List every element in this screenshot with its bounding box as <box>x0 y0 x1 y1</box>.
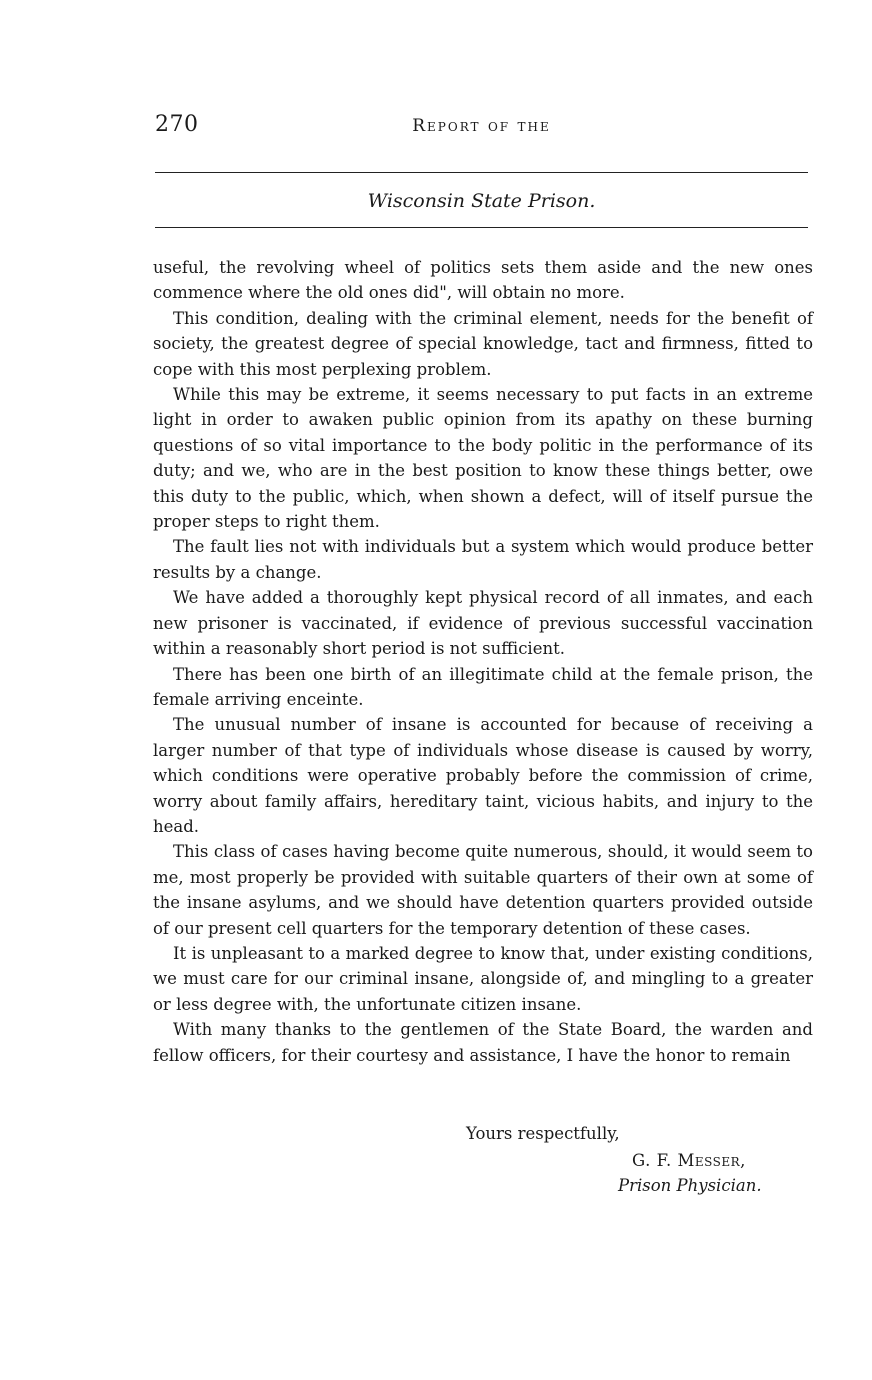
header-rule-top <box>155 172 808 173</box>
signatory-name: G. F. Messer, <box>632 1151 746 1170</box>
running-title: Report of the <box>412 116 551 136</box>
paragraph: This class of cases having become quite numerous, should, it would seem to me, most properly be provided with suitable quarters of their own at some of the insane asylums, and we should have detention quarters provided outside of our present cell quarters for the temporary detention of these cases. <box>153 842 813 938</box>
closing-salutation: Yours respectfully, <box>466 1124 620 1143</box>
paragraph: While this may be extreme, it seems necessary to put facts in an extreme light in order to awaken public opinion from its apathy on these burning questions of so vital importance to the body politic in the performance of its duty; and we, who are in the best position to know these things better, owe this duty to the public, which, when shown a defect, will of itself pursue the proper steps to right them. <box>153 385 813 532</box>
paragraph: The unusual number of insane is accounted for because of receiving a larger number of that type of individuals whose disease is caused by worry, which conditions were operative probably before the commission of crime, worry about family affairs, hereditary taint, vicious habits, and injury to the head. <box>153 715 813 836</box>
page-header <box>155 112 808 142</box>
page-number: 270 <box>155 112 199 137</box>
section-title: Wisconsin State Prison. <box>367 190 596 212</box>
paragraph: The fault lies not with individuals but a system which would produce better results by a change. <box>153 537 813 582</box>
signatory-title: Prison Physician. <box>618 1176 762 1195</box>
paragraph: With many thanks to the gentlemen of the State Board, the warden and fellow officers, for their courtesy and assistance, I have the honor to remain <box>153 1020 813 1065</box>
paragraph: It is unpleasant to a marked degree to know that, under existing conditions, we must care for our criminal insane, alongside of, and mingling to a greater or less degree with, the unfortunate citizen insane. <box>153 943 813 1014</box>
paragraph: We have added a thoroughly kept physical record of all inmates, and each new prisoner is vaccinated, if evidence of previous successful vaccination within a reasonably short period is not sufficient. <box>153 588 813 659</box>
paragraph: This condition, dealing with the criminal element, needs for the benefit of society, the greatest degree of special knowledge, tact and firmness, fitted to cope with this most perplexing problem. <box>153 308 813 379</box>
paragraph: useful, the revolving wheel of politics sets them aside and the new ones commence where the old ones did", will obtain no more. <box>153 258 813 303</box>
paragraph: There has been one birth of an illegitimate child at the female prison, the female arriving enceinte. <box>153 664 813 709</box>
body-text <box>153 255 813 1068</box>
header-rule-bottom <box>155 227 808 228</box>
